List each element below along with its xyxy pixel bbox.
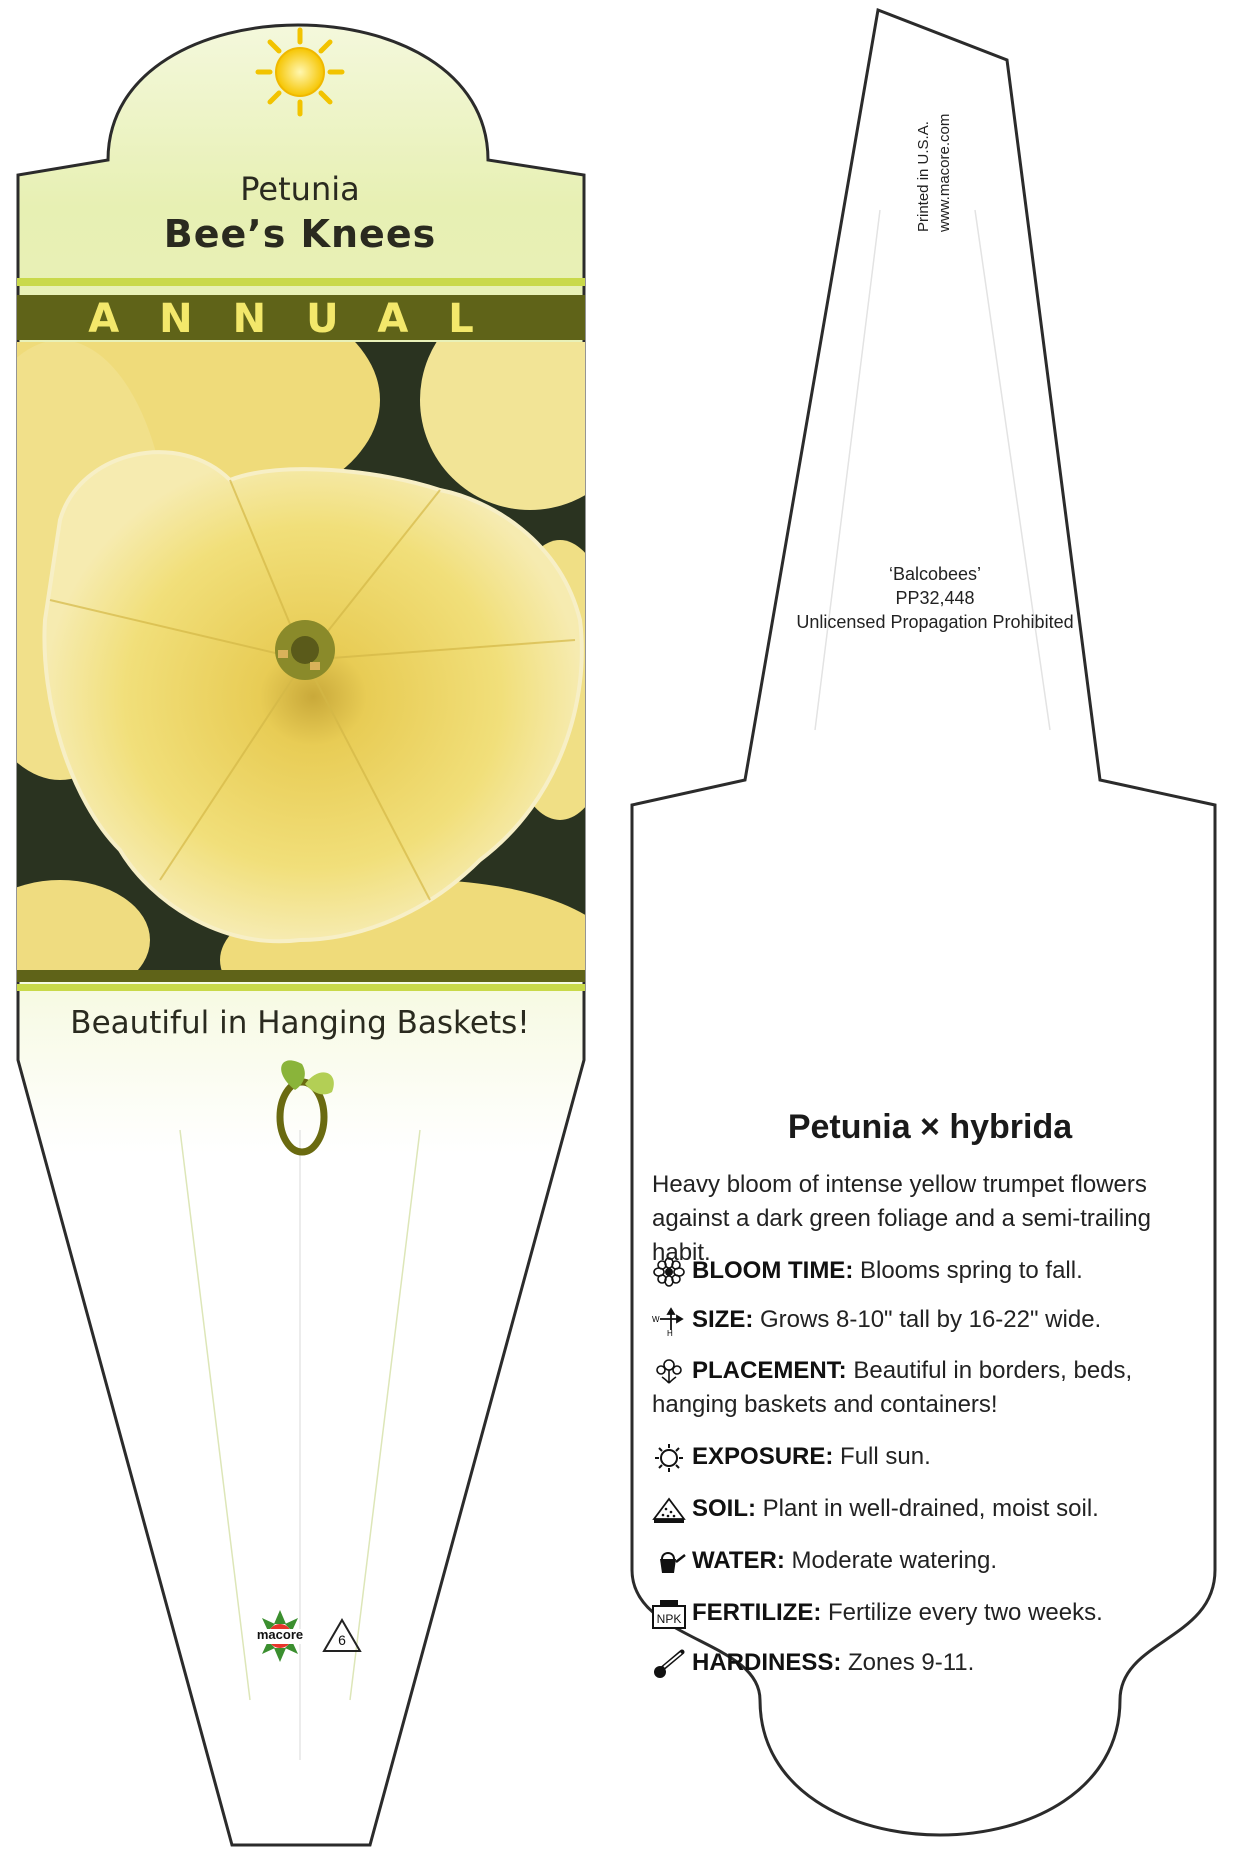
brand-name: macore [256, 1627, 304, 1642]
sun-logo-icon [258, 30, 342, 114]
size-arrows-icon [652, 1306, 686, 1336]
size-h-letter: H [667, 1328, 673, 1336]
hardiness-label: HARDINESS: [692, 1649, 842, 1676]
fertilize-label: FERTILIZE: [692, 1599, 822, 1626]
category-label: ANNUAL [88, 296, 514, 342]
npk-text: NPK [656, 1611, 682, 1626]
exposure-label: EXPOSURE: [692, 1443, 834, 1470]
soil-text: Plant in well-drained, moist soil. [762, 1495, 1099, 1522]
attr-exposure [652, 1440, 1212, 1474]
water-text: Moderate watering. [791, 1547, 997, 1574]
size-text: Grows 8-10" tall by 16-22" wide. [760, 1306, 1102, 1333]
attr-fertilize [652, 1596, 1212, 1630]
plant-placement-icon [652, 1357, 686, 1387]
patent-cultivar: ‘Balcobees’ [888, 564, 982, 584]
soil-label: SOIL: [692, 1495, 756, 1522]
attr-soil [652, 1492, 1212, 1526]
sun-outline-icon [652, 1443, 686, 1473]
slogan: Beautiful in Hanging Baskets! [70, 1005, 530, 1041]
attr-placement [652, 1354, 1212, 1422]
variety-name: Bee’s Knees [163, 212, 437, 256]
description: Heavy bloom of intense yellow trumpet flowers against a dark green foliage and a semi-trailing habit. [652, 1171, 1151, 1266]
size-w-letter: W [652, 1314, 660, 1324]
attr-size [652, 1303, 1212, 1337]
printed-in: Printed in U.S.A. [915, 121, 932, 232]
petunia-photo [0, 280, 640, 1040]
recycle-code: 6 [338, 1632, 346, 1648]
placement-label: PLACEMENT: [692, 1357, 847, 1384]
thermometer-icon [652, 1649, 686, 1679]
water-label: WATER: [692, 1547, 785, 1574]
common-name: Petunia [240, 170, 360, 208]
patent-number: PP32,448 [895, 588, 975, 608]
website: www.macore.com [936, 113, 953, 232]
size-label: SIZE: [692, 1306, 754, 1333]
hardiness-text: Zones 9-11. [848, 1649, 975, 1676]
attr-water [652, 1544, 1212, 1578]
placement-text: Beautiful in borders, beds, hanging baskets and containers! [652, 1357, 1133, 1418]
fertilize-text: Fertilize every two weeks. [828, 1599, 1103, 1626]
bloom-text: Blooms spring to fall. [859, 1257, 1083, 1284]
npk-icon [652, 1599, 686, 1629]
flower-icon [652, 1257, 686, 1287]
bloom-label: BLOOM TIME: [692, 1257, 854, 1284]
soil-icon [652, 1495, 686, 1525]
watering-can-icon [652, 1547, 686, 1577]
exposure-text: Full sun. [840, 1443, 931, 1470]
attr-hardiness [652, 1646, 1212, 1680]
patent-notice: Unlicensed Propagation Prohibited [796, 612, 1074, 632]
scientific-name: Petunia × hybrida [787, 1108, 1073, 1146]
attr-bloom-time [652, 1254, 1212, 1288]
